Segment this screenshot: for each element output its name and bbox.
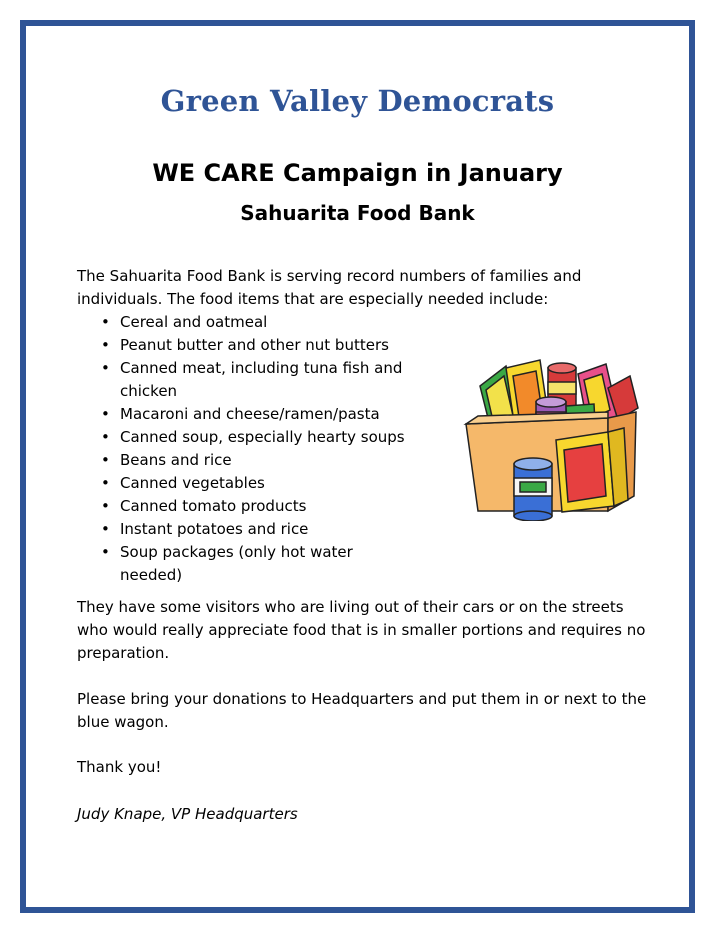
bullet-icon: •	[101, 543, 110, 561]
list-item-text: Soup packages (only hot water needed)	[120, 543, 353, 584]
list-item	[77, 357, 417, 403]
list-item-text: Canned vegetables	[120, 474, 265, 492]
bullet-icon: •	[101, 451, 110, 469]
flyer-page	[20, 20, 695, 913]
list-item	[77, 472, 417, 495]
list-item	[77, 311, 417, 334]
signature: Judy Knape, VP Headquarters	[77, 805, 298, 823]
campaign-headline: WE CARE Campaign in January	[152, 159, 563, 187]
list-item-text: Canned soup, especially hearty soups	[120, 428, 405, 446]
list-item	[77, 334, 417, 357]
campaign-subhead: Sahuarita Food Bank	[240, 201, 475, 225]
visitors-paragraph: They have some visitors who are living out of their cars or on the streets who would really appreciate food that is in smaller portions and requires no preparation.	[77, 598, 646, 662]
org-title: Green Valley Democrats	[160, 84, 555, 118]
bullet-icon: •	[101, 405, 110, 423]
bullet-icon: •	[101, 497, 110, 515]
list-item-text: Beans and rice	[120, 451, 232, 469]
list-item	[77, 541, 417, 587]
list-item-text: Peanut butter and other nut butters	[120, 336, 389, 354]
list-item-text: Macaroni and cheese/ramen/pasta	[120, 405, 380, 423]
bullet-icon: •	[101, 428, 110, 446]
intro-paragraph: The Sahuarita Food Bank is serving record numbers of families and individuals. The food items that are especially needed include:	[77, 267, 582, 308]
list-item	[77, 449, 417, 472]
list-item	[77, 403, 417, 426]
food-box-illustration-icon	[458, 346, 643, 521]
list-item-text: Instant potatoes and rice	[120, 520, 309, 538]
list-item-text: Cereal and oatmeal	[120, 313, 268, 331]
list-item	[77, 426, 417, 449]
list-item	[77, 495, 417, 518]
list-item	[77, 518, 417, 541]
list-item-text: Canned meat, including tuna fish and chicken	[120, 359, 403, 400]
needed-items-list	[77, 311, 417, 587]
thanks-line: Thank you!	[77, 758, 162, 776]
bullet-icon: •	[101, 474, 110, 492]
bullet-icon: •	[101, 313, 110, 331]
list-item-text: Canned tomato products	[120, 497, 307, 515]
bullet-icon: •	[101, 359, 110, 377]
bullet-icon: •	[101, 520, 110, 538]
bullet-icon: •	[101, 336, 110, 354]
donation-paragraph: Please bring your donations to Headquarters and put them in or next to the blue wagon.	[77, 690, 647, 731]
